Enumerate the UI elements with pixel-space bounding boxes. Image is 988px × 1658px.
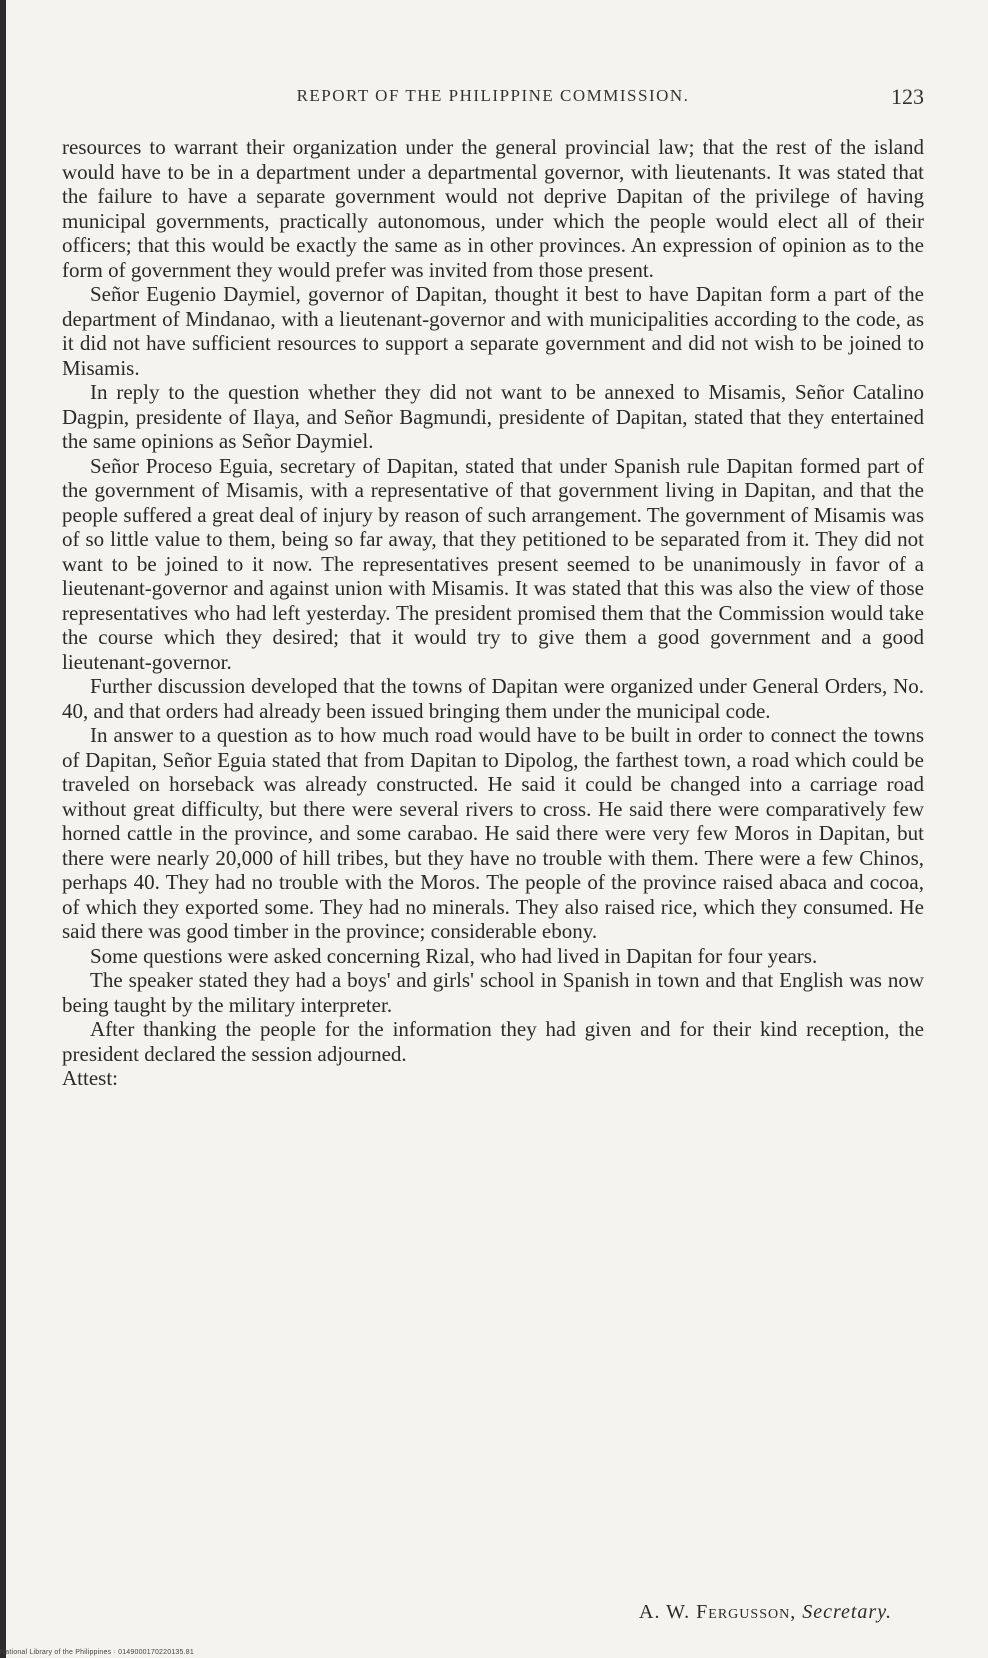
paragraph-9: After thanking the people for the information they had given and for their kind reception, the president declared the session adjourned.: [62, 1017, 924, 1066]
paragraph-3: In reply to the question whether they did not want to be annexed to Misamis, Señor Catalino Dagpin, presidente of Ilaya, and Señor Bagmundi, presidente of Dapitan, stated that they entertained the same opinions as Señor Daymiel.: [62, 380, 924, 453]
scan-edge: [0, 0, 6, 1658]
paragraph-8: The speaker stated they had a boys' and girls' school in Spanish in town and that English was now being taught by the military interpreter.: [62, 968, 924, 1017]
body-text: [62, 135, 924, 1091]
page-header: [62, 84, 924, 114]
paragraph-2: Señor Eugenio Daymiel, governor of Dapitan, thought it best to have Dapitan form a part of the department of Mindanao, with a lieutenant-governor and with municipalities according to the code, as it did not have sufficient resources to support a separate government and did not wish to be joined to Misamis.: [62, 282, 924, 380]
paragraph-6: In answer to a question as to how much road would have to be built in order to connect the towns of Dapitan, Señor Eguia stated that from Dapitan to Dipolog, the farthest town, a road which could be traveled on horseback was already constructed. He said it could be changed into a carriage road without great difficulty, but there were several rivers to cross. He said there were comparatively few horned cattle in the province, and some carabao. He said there were very few Moros in Dapitan, but there were nearly 20,000 of hill tribes, but they have no trouble with them. There were a few Chinos, perhaps 40. They had no trouble with the Moros. The people of the province raised abaca and cocoa, of which they exported some. They had no minerals. They also raised rice, which they consumed. He said there was good timber in the province; considerable ebony.: [62, 723, 924, 943]
signature-title: Secretary.: [802, 1601, 892, 1623]
signature: [639, 1601, 892, 1624]
attest-line: Attest:: [62, 1066, 118, 1090]
signature-name: A. W. Fergusson,: [639, 1601, 797, 1623]
paragraph-7: Some questions were asked concerning Rizal, who had lived in Dapitan for four years.: [90, 943, 818, 968]
running-head: REPORT OF THE PHILIPPINE COMMISSION.: [296, 86, 690, 105]
paragraph-1: resources to warrant their organization under the general provincial law; that the rest of the island would have to be in a department under a departmental governor, with lieutenants. It was stated that the failure to have a separate government would not deprive Dapitan of the privilege of having municipal governments, practically autonomous, under which the people would elect all of their officers; that this would be exactly the same as in other provinces. An expression of opinion as to the form of government they would prefer was invited from those present.: [62, 135, 924, 282]
page-number: 123: [891, 84, 924, 109]
library-stamp: National Library of the Philippines · 0149000170220135.81: [0, 1649, 194, 1656]
paragraph-5: Further discussion developed that the towns of Dapitan were organized under General Orders, No. 40, and that orders had already been issued bringing them under the municipal code.: [62, 674, 924, 723]
paragraph-4: Señor Proceso Eguia, secretary of Dapitan, stated that under Spanish rule Dapitan formed part of the government of Misamis, with a representative of that government living in Dapitan, and that the people suffered a great deal of injury by reason of such arrangement. The government of Misamis was of so little value to them, being so far away, that they petitioned to be separated from it. They did not want to be joined to it now. The representatives present seemed to be unanimously in favor of a lieutenant-governor and against union with Misamis. It was stated that this was also the view of those representatives who had left yesterday. The president promised them that the Commission would take the course which they desired; that it would try to give them a good government and a good lieutenant-governor.: [62, 453, 924, 674]
